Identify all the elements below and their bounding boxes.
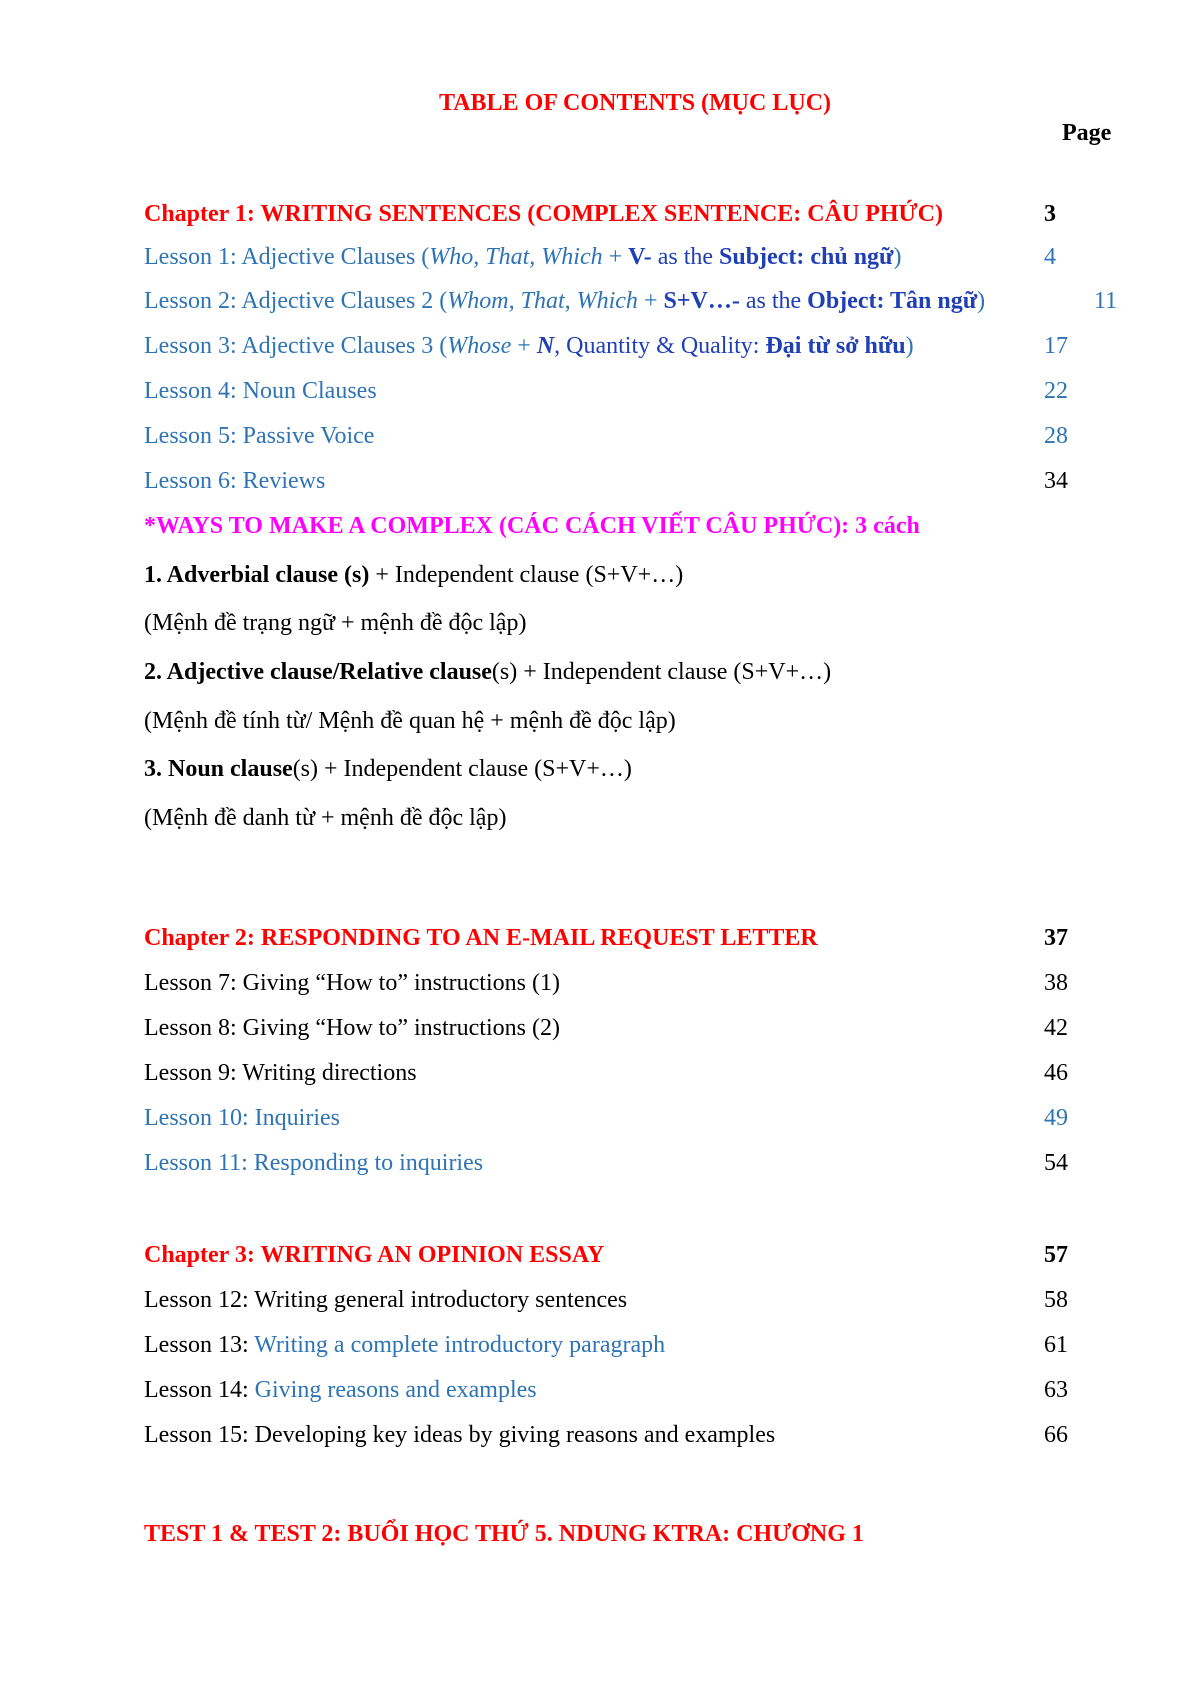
lesson-1-pronouns: Who, That, Which — [429, 244, 603, 270]
lesson-14-title: Giving reasons and examples — [248, 1377, 537, 1403]
lesson-7-entry[interactable]: Lesson 7: Giving “How to” instructions (1) — [144, 970, 560, 996]
lesson-3-close: ) — [905, 333, 914, 359]
lesson-13-title: Writing a complete introductory paragraph — [248, 1332, 666, 1358]
lesson-13-entry[interactable] — [144, 1330, 665, 1360]
lesson-11-page: 54 — [1044, 1150, 1068, 1176]
lesson-4-page: 22 — [1044, 378, 1068, 404]
chapter-1-page: 3 — [1044, 201, 1056, 227]
lesson-1-plus: + — [602, 244, 629, 270]
chapter-3-page: 57 — [1044, 1242, 1068, 1268]
chapter-1-heading[interactable] — [144, 199, 943, 229]
way-1-rest: + Independent clause (S+V+…) — [369, 562, 684, 588]
lesson-3-role-text: , Quantity & Quality: — [554, 333, 766, 359]
lesson-1-page: 4 — [1044, 244, 1056, 270]
lesson-1-role: Subject: chủ ngữ — [719, 244, 894, 270]
way-1-bold: 1. Adverbial clause — [144, 562, 339, 588]
lesson-6-entry[interactable]: Lesson 6: Reviews — [144, 468, 326, 494]
lesson-8-entry[interactable]: Lesson 8: Giving “How to” instructions (2) — [144, 1015, 560, 1041]
lesson-2-prefix: Lesson 2: Adjective Clauses 2 ( — [144, 288, 448, 314]
lesson-2-close: ) — [977, 288, 986, 314]
lesson-1-role-text: as the — [651, 244, 720, 270]
lesson-13-page: 61 — [1044, 1332, 1068, 1358]
test-note: TEST 1 & TEST 2: BUỔI HỌC THỨ 5. NDUNG KTRA: CHƯƠNG 1 — [144, 1521, 864, 1547]
lesson-3-page: 17 — [1044, 333, 1068, 359]
lesson-9-entry[interactable]: Lesson 9: Writing directions — [144, 1060, 417, 1086]
lesson-3-pronouns: Whose — [447, 333, 512, 359]
lesson-2-role-text: as the — [739, 288, 808, 314]
lesson-11-entry[interactable]: Lesson 11: Responding to inquiries — [144, 1150, 484, 1176]
lesson-14-number: Lesson 14: — [144, 1377, 249, 1403]
lesson-15-entry[interactable] — [144, 1420, 775, 1450]
lesson-9-page: 46 — [1044, 1060, 1068, 1086]
lesson-1-structure: V- — [628, 244, 652, 270]
way-3-rest: + Independent clause (S+V+…) — [318, 756, 632, 782]
lesson-1-close: ) — [893, 244, 902, 270]
lesson-2-role: Object: Tân ngữ — [807, 288, 978, 314]
lesson-3-prefix: Lesson 3: Adjective Clauses 3 ( — [144, 333, 448, 359]
way-2-rest: + Independent clause (S+V+…) — [517, 659, 832, 685]
way-1-vn: (Mệnh đề trạng ngữ + mệnh đề độc lập) — [144, 610, 527, 636]
lesson-14-page: 63 — [1044, 1377, 1068, 1403]
ways-heading: *WAYS TO MAKE A COMPLEX (CÁC CÁCH VIẾT CÂU PHỨC): 3 cách — [144, 513, 920, 539]
lesson-3-role: Đại từ sở hữu — [765, 333, 906, 359]
chapter-3-name: WRITING AN OPINION ESSAY — [260, 1242, 605, 1268]
way-3-suffix: (s) — [292, 756, 319, 782]
lesson-4-entry[interactable]: Lesson 4: Noun Clauses — [144, 378, 377, 404]
lesson-6-page: 34 — [1044, 468, 1068, 494]
chapter-1-label: Chapter 1: — [144, 201, 255, 227]
chapter-2-label: Chapter 2: — [144, 925, 255, 951]
lesson-2-entry[interactable] — [144, 286, 985, 316]
chapter-2-heading[interactable] — [144, 923, 818, 953]
lesson-12-page: 58 — [1044, 1287, 1068, 1313]
way-3-vn: (Mệnh đề danh từ + mệnh đề độc lập) — [144, 805, 507, 831]
way-2 — [144, 657, 831, 687]
way-2-vn: (Mệnh đề tính từ/ Mệnh đề quan hệ + mệnh đề độc lập) — [144, 708, 676, 734]
page-column-header: Page — [1062, 120, 1112, 146]
lesson-12-title: Writing general introductory sentences — [248, 1287, 628, 1313]
way-2-suffix: (s) — [491, 659, 518, 685]
lesson-3-plus: + — [511, 333, 537, 359]
lesson-12-number: Lesson 12: — [144, 1287, 249, 1313]
lesson-2-structure: S+V…- — [663, 288, 740, 314]
lesson-14-entry[interactable] — [144, 1375, 537, 1405]
way-1 — [144, 560, 683, 590]
toc-title: TABLE OF CONTENTS (MỤC LỤC) — [438, 90, 832, 116]
lesson-5-entry[interactable]: Lesson 5: Passive Voice — [144, 423, 375, 449]
lesson-1-entry[interactable] — [144, 242, 901, 272]
lesson-1-prefix: Lesson 1: Adjective Clauses ( — [144, 244, 430, 270]
lesson-15-title: Developing key ideas by giving reasons and examples — [248, 1422, 776, 1448]
lesson-2-page: 11 — [1094, 288, 1118, 314]
chapter-3-heading[interactable] — [144, 1240, 604, 1270]
lesson-15-number: Lesson 15: — [144, 1422, 249, 1448]
chapter-3-label: Chapter 3: — [144, 1242, 255, 1268]
chapter-2-name: RESPONDING TO AN E-MAIL REQUEST LETTER — [260, 925, 818, 951]
lesson-3-entry[interactable] — [144, 331, 914, 361]
lesson-7-page: 38 — [1044, 970, 1068, 996]
chapter-1-name: WRITING SENTENCES (COMPLEX SENTENCE: CÂU PHỨC) — [260, 201, 943, 227]
way-3 — [144, 754, 632, 784]
chapter-2-page: 37 — [1044, 925, 1068, 951]
lesson-2-pronouns: Whom, That, Which — [447, 288, 638, 314]
lesson-10-page: 49 — [1044, 1105, 1068, 1131]
way-1-suffix: (s) — [338, 562, 370, 588]
lesson-5-page: 28 — [1044, 423, 1068, 449]
lesson-8-page: 42 — [1044, 1015, 1068, 1041]
lesson-13-number: Lesson 13: — [144, 1332, 249, 1358]
way-2-bold: 2. Adjective clause/Relative clause — [144, 659, 492, 685]
lesson-2-plus: + — [637, 288, 664, 314]
lesson-15-page: 66 — [1044, 1422, 1068, 1448]
lesson-12-entry[interactable] — [144, 1285, 627, 1315]
lesson-3-structure: N — [536, 333, 555, 359]
lesson-10-entry[interactable]: Lesson 10: Inquiries — [144, 1105, 340, 1131]
way-3-bold: 3. Noun clause — [144, 756, 293, 782]
